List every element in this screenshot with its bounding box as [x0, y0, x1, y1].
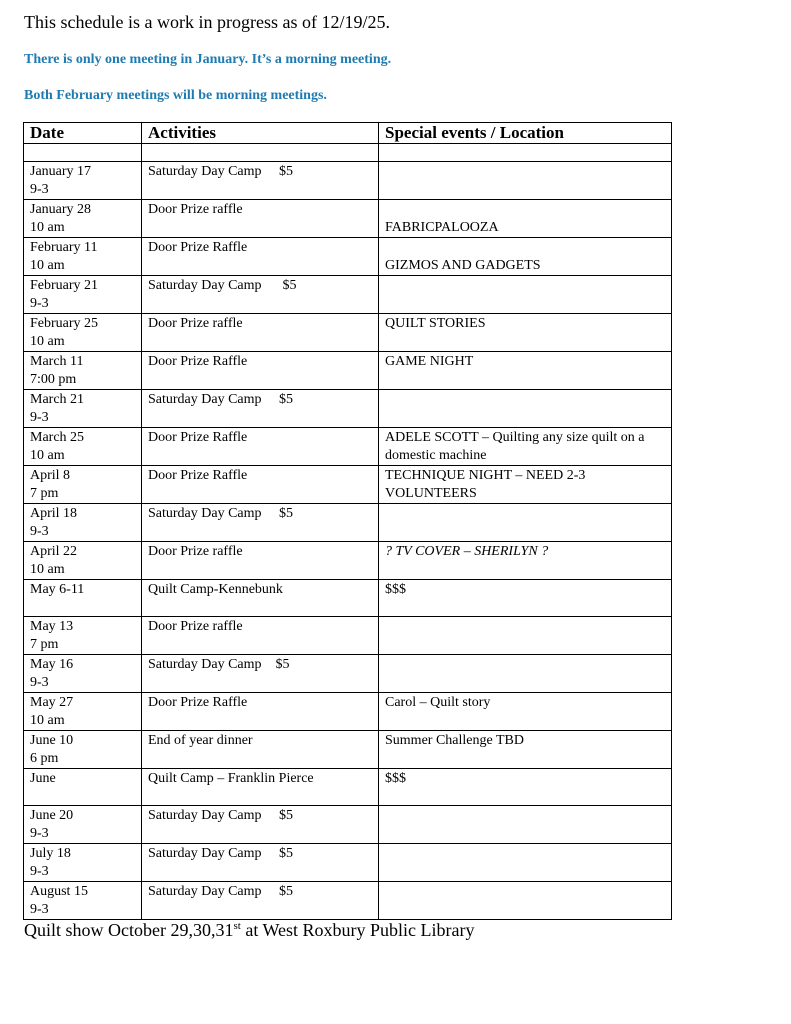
- date-cell: [24, 542, 142, 580]
- event-cell: [379, 882, 672, 920]
- event-cell: [379, 617, 672, 655]
- activity-cell: Door Prize raffle: [142, 200, 379, 238]
- footer-location: at West Roxbury Public Library: [240, 920, 475, 940]
- table-row: [24, 428, 672, 466]
- event-text: $$$: [385, 582, 406, 597]
- date-cell: [24, 238, 142, 276]
- activity-cell: Door Prize Raffle: [142, 428, 379, 466]
- event-cell: [379, 276, 672, 314]
- date-line: June: [30, 771, 56, 786]
- table-row: [24, 162, 672, 200]
- activity-cell: Saturday Day Camp $5: [142, 844, 379, 882]
- table-row: [24, 806, 672, 844]
- date-cell: [24, 428, 142, 466]
- table-row: [24, 731, 672, 769]
- activity-cell: Saturday Day Camp $5: [142, 655, 379, 693]
- date-line: March 25: [30, 430, 85, 445]
- date-cell: [24, 693, 142, 731]
- time-line: 7 pm: [30, 486, 59, 501]
- time-line: 10 am: [30, 448, 65, 463]
- date-cell: [24, 466, 142, 504]
- event-cell: [379, 542, 672, 580]
- date-line: January 17: [30, 164, 92, 179]
- date-cell: [24, 504, 142, 542]
- table-row: [24, 655, 672, 693]
- event-text: ? TV COVER – SHERILYN ?: [385, 544, 549, 559]
- date-cell: [24, 314, 142, 352]
- event-cell: [379, 390, 672, 428]
- event-cell: [379, 806, 672, 844]
- table-row: [24, 466, 672, 504]
- table-row: [24, 390, 672, 428]
- table-row: [24, 238, 672, 276]
- event-cell: [379, 238, 672, 276]
- date-line: April 22: [30, 544, 78, 559]
- table-row: [24, 580, 672, 617]
- event-cell: [379, 769, 672, 806]
- date-line: June 10: [30, 733, 74, 748]
- date-cell: [24, 844, 142, 882]
- activity-cell: Door Prize Raffle: [142, 466, 379, 504]
- event-text: Summer Challenge TBD: [385, 733, 524, 748]
- date-line: July 18: [30, 846, 71, 861]
- activity-cell: Quilt Camp-Kennebunk: [142, 580, 379, 617]
- date-cell: [24, 617, 142, 655]
- event-text: TECHNIQUE NIGHT – NEED 2-3 VOLUNTEERS: [385, 468, 586, 501]
- time-line: 9-3: [30, 675, 49, 690]
- activity-cell: Door Prize Raffle: [142, 352, 379, 390]
- time-line: 10 am: [30, 220, 65, 235]
- time-line: 9-3: [30, 902, 49, 917]
- activity-cell: Saturday Day Camp $5: [142, 390, 379, 428]
- event-text: ADELE SCOTT – Quilting any size quilt on a domestic machine: [385, 430, 645, 463]
- header-row: [24, 123, 672, 144]
- date-line: May 16: [30, 657, 74, 672]
- date-line: April 8: [30, 468, 71, 483]
- event-cell: [379, 466, 672, 504]
- date-line: April 18: [30, 506, 78, 521]
- footer-superscript: st: [233, 920, 241, 932]
- activity-cell: Saturday Day Camp $5: [142, 276, 379, 314]
- event-cell: [379, 731, 672, 769]
- event-text: GIZMOS AND GADGETS: [385, 258, 541, 273]
- date-cell: [24, 276, 142, 314]
- time-line: 10 am: [30, 258, 65, 273]
- activity-cell: End of year dinner: [142, 731, 379, 769]
- date-cell: [24, 352, 142, 390]
- schedule-rows: [24, 144, 672, 920]
- table-row: [24, 314, 672, 352]
- time-line: 10 am: [30, 334, 65, 349]
- time-line: 9-3: [30, 826, 49, 841]
- date-cell: [24, 200, 142, 238]
- event-cell: [379, 844, 672, 882]
- activity-cell: Saturday Day Camp $5: [142, 504, 379, 542]
- time-line: 10 am: [30, 562, 65, 577]
- table-row: [24, 617, 672, 655]
- event-text: GAME NIGHT: [385, 354, 474, 369]
- activity-cell: Door Prize Raffle: [142, 693, 379, 731]
- date-cell: [24, 580, 142, 617]
- event-cell: [379, 580, 672, 617]
- date-line: May 6-11: [30, 582, 85, 597]
- table-row: [24, 276, 672, 314]
- time-line: 6 pm: [30, 751, 59, 766]
- date-cell: [24, 655, 142, 693]
- activity-cell: Door Prize Raffle: [142, 238, 379, 276]
- event-cell: [379, 504, 672, 542]
- event-cell: [379, 352, 672, 390]
- date-cell: [24, 162, 142, 200]
- activity-cell: Quilt Camp – Franklin Pierce: [142, 769, 379, 806]
- date-line: February 21: [30, 278, 99, 293]
- event-cell: [379, 162, 672, 200]
- schedule-table: [23, 122, 672, 920]
- event-text: $$$: [385, 771, 406, 786]
- activity-cell: Saturday Day Camp $5: [142, 882, 379, 920]
- table-row: [24, 504, 672, 542]
- event-cell: [379, 314, 672, 352]
- footer-text: Quilt show October 29,30,31: [24, 920, 234, 940]
- time-line: 9-3: [30, 182, 49, 197]
- time-line: 9-3: [30, 864, 49, 879]
- date-line: March 21: [30, 392, 85, 407]
- date-line: February 25: [30, 316, 99, 331]
- event-cell: [379, 693, 672, 731]
- table-row: [24, 200, 672, 238]
- event-cell: [379, 655, 672, 693]
- time-line: 9-3: [30, 296, 49, 311]
- activity-cell: Door Prize raffle: [142, 542, 379, 580]
- january-note: There is only one meeting in January. It’s a morning meeting.: [24, 52, 392, 67]
- event-cell: [379, 428, 672, 466]
- date-cell: [24, 882, 142, 920]
- intro-text: This schedule is a work in progress as of 12/19/25.: [24, 12, 390, 32]
- event-cell: [379, 200, 672, 238]
- activity-cell: Door Prize raffle: [142, 314, 379, 352]
- february-note: Both February meetings will be morning meetings.: [24, 88, 327, 103]
- activity-cell: Saturday Day Camp $5: [142, 162, 379, 200]
- date-cell: [24, 390, 142, 428]
- time-line: 7:00 pm: [30, 372, 77, 387]
- date-cell: [24, 769, 142, 806]
- table-row: [24, 882, 672, 920]
- time-line: 10 am: [30, 713, 65, 728]
- date-line: February 11: [30, 240, 98, 255]
- quilt-show-note: [24, 920, 475, 941]
- date-line: March 11: [30, 354, 84, 369]
- date-line: June 20: [30, 808, 74, 823]
- activity-cell: Saturday Day Camp $5: [142, 806, 379, 844]
- time-line: 9-3: [30, 524, 49, 539]
- date-line: August 15: [30, 884, 88, 899]
- empty-row: [24, 144, 672, 162]
- header-special-events: Special events / Location: [379, 123, 672, 144]
- date-line: May 13: [30, 619, 74, 634]
- time-line: 9-3: [30, 410, 49, 425]
- header-date: Date: [24, 123, 142, 144]
- event-text: Carol – Quilt story: [385, 695, 491, 710]
- date-line: May 27: [30, 695, 74, 710]
- activity-cell: Door Prize raffle: [142, 617, 379, 655]
- date-line: January 28: [30, 202, 92, 217]
- event-text: QUILT STORIES: [385, 316, 486, 331]
- table-row: [24, 844, 672, 882]
- date-cell: [24, 731, 142, 769]
- table-row: [24, 352, 672, 390]
- table-row: [24, 769, 672, 806]
- event-text: FABRICPALOOZA: [385, 220, 499, 235]
- table-row: [24, 542, 672, 580]
- date-cell: [24, 806, 142, 844]
- header-activities: Activities: [142, 123, 379, 144]
- table-row: [24, 693, 672, 731]
- time-line: 7 pm: [30, 637, 59, 652]
